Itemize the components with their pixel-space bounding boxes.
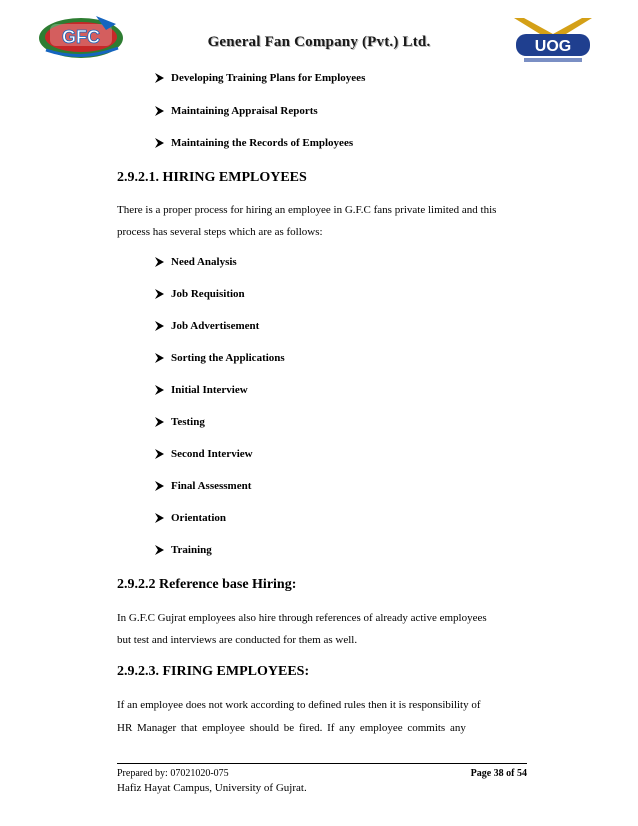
bullet-text: Developing Training Plans for Employees [171,72,366,84]
step-text: Second Interview [171,448,253,460]
step-item [153,287,245,301]
footer-left [117,767,307,795]
paragraph-line: but test and interviews are conducted for them as well. [117,634,358,646]
arrow-bullet-icon [153,320,165,332]
step-text: Job Requisition [171,288,245,300]
step-item [153,511,226,525]
step-item [153,351,285,365]
arrow-bullet-icon [153,72,165,84]
uog-logo [510,12,596,66]
arrow-bullet-icon [153,480,165,492]
step-text: Orientation [171,512,226,524]
step-item [153,479,251,493]
svg-text:UOG: UOG [534,38,572,55]
arrow-bullet-icon [153,448,165,460]
arrow-bullet-icon [153,352,165,364]
bullet-item [153,71,365,85]
step-text: Initial Interview [171,384,248,396]
step-item [153,447,253,461]
arrow-bullet-icon [153,288,165,300]
paragraph-line: HR Manager that employee should be fired. If any employee commits any [117,722,466,734]
page-header [0,0,638,78]
arrow-bullet-icon [153,544,165,556]
arrow-bullet-icon [153,384,165,396]
paragraph-line: In G.F.C Gujrat employees also hire through references of already active employees [117,612,487,624]
arrow-bullet-icon [153,512,165,524]
arrow-bullet-icon [153,105,165,117]
section-heading: 2.9.2.1. HIRING EMPLOYEES [117,170,307,185]
bullet-item [153,136,353,150]
step-item [153,415,205,429]
step-text: Sorting the Applications [171,352,285,364]
step-text: Final Assessment [171,480,252,492]
step-item [153,319,259,333]
prepared-by: Prepared by: 07021020-075 [117,768,229,779]
step-text: Need Analysis [171,256,237,268]
step-text: Training [171,544,212,556]
step-item [153,543,212,557]
bullet-text: Maintaining Appraisal Reports [171,105,318,117]
campus-name: Hafiz Hayat Campus, University of Gujrat. [117,782,307,794]
bullet-text: Maintaining the Records of Employees [171,137,354,149]
paragraph-line: There is a proper process for hiring an employee in G.F.C fans private limited and this [117,204,497,216]
footer-rule [117,763,527,764]
paragraph-line: If an employee does not work according to defined rules then it is responsibility of [117,699,481,711]
section-heading: 2.9.2.3. FIRING EMPLOYEES: [117,664,310,679]
page-number: Page 38 of 54 [470,768,527,779]
bullet-item [153,104,318,118]
arrow-bullet-icon [153,137,165,149]
paragraph-line: process has several steps which are as follows: [117,226,323,238]
step-item [153,383,248,397]
arrow-bullet-icon [153,256,165,268]
svg-text:GFC: GFC [62,27,100,47]
document-title: General Fan Company (Pvt.) Ltd. [207,34,431,50]
step-text: Job Advertisement [171,320,260,332]
section-heading: 2.9.2.2 Reference base Hiring: [117,577,297,592]
step-item [153,255,237,269]
arrow-bullet-icon [153,416,165,428]
step-text: Testing [171,416,205,428]
